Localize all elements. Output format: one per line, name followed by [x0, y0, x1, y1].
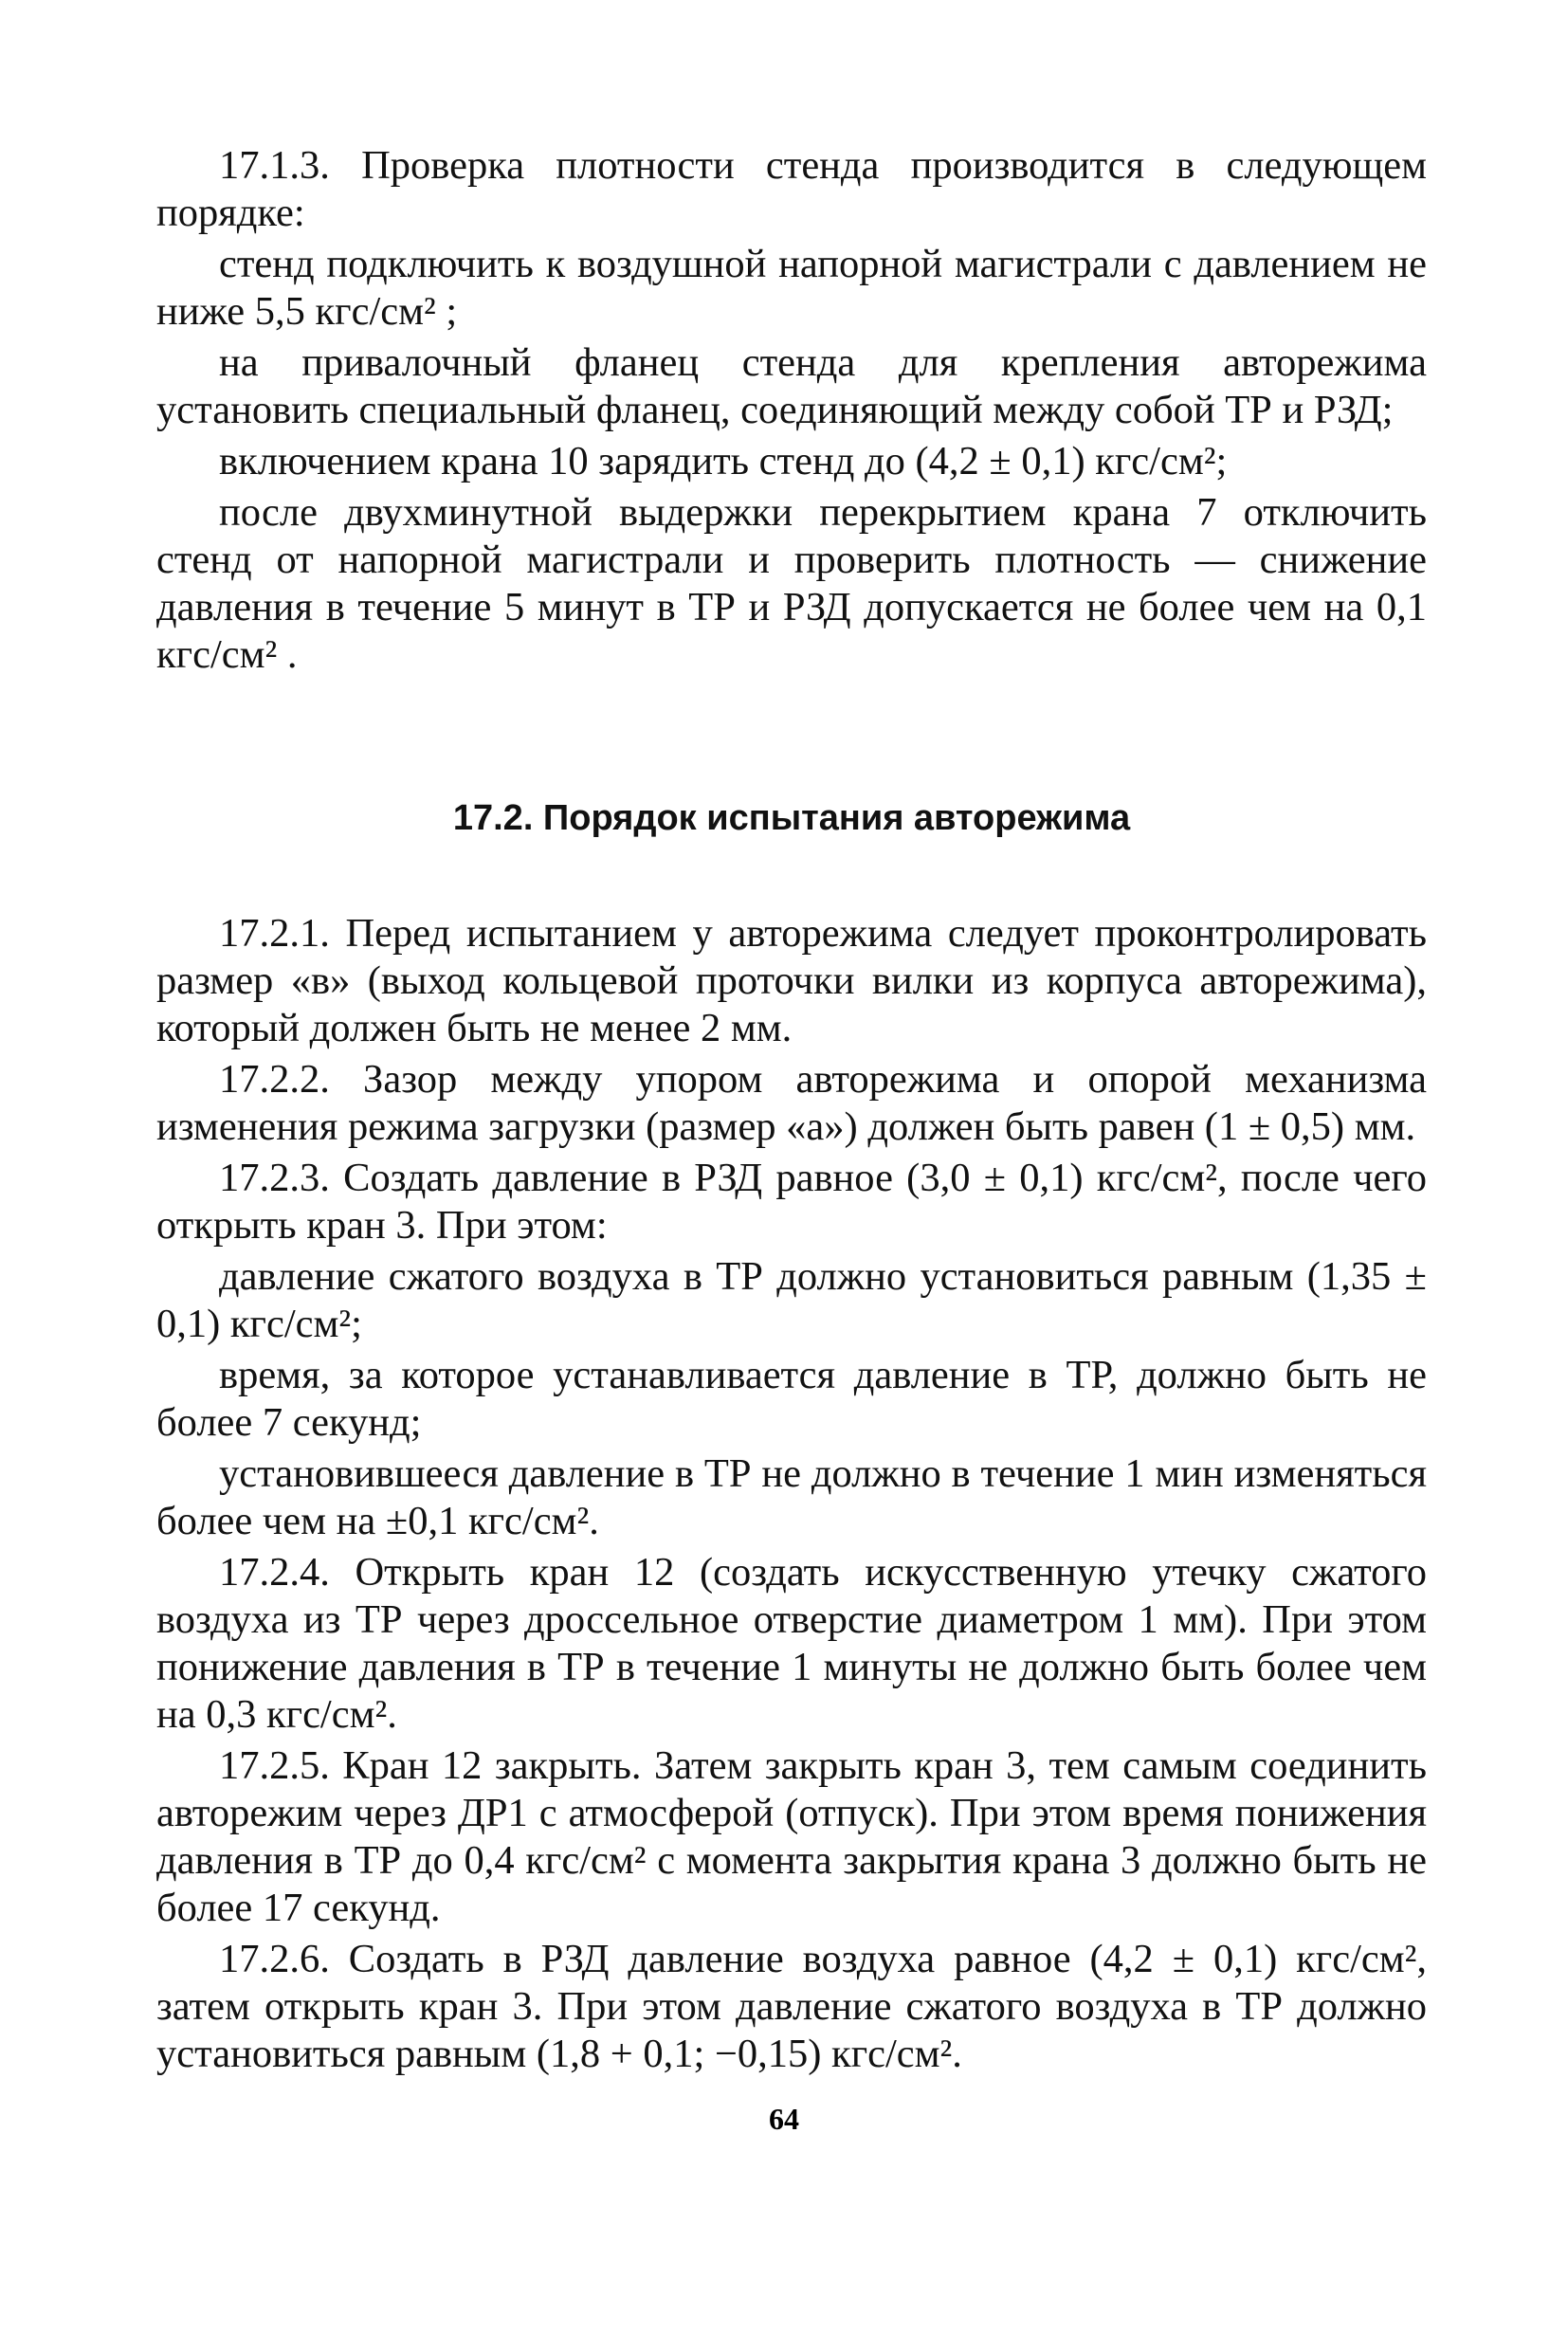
- section-17-1: [156, 142, 1427, 679]
- paragraph: установившееся давление в ТР не должно в течение 1 мин изменяться более чем на ±0,1 кгс/см².: [156, 1451, 1427, 1543]
- paragraph: 17.2.1. Перед испытанием у авторежима следует проконтролировать размер «в» (выход кольцевой проточки вилки из корпуса авторежима), который должен быть не менее 2 мм.: [156, 911, 1427, 1050]
- paragraph: 17.2.6. Создать в РЗД давление воздуха равное (4,2 ± 0,1) кгс/см², затем открыть кран 3. При этом давление сжатого воздуха в ТР должно установиться равным (1,8 + 0,1; −0,15) кгс/см².: [156, 1937, 1427, 2076]
- paragraph: включением крана 10 зарядить стенд до (4,2 ± 0,1) кгс/см²;: [219, 439, 1228, 483]
- paragraph: стенд подключить к воздушной напорной магистрали с давлением не ниже 5,5 кгс/см² ;: [156, 242, 1427, 334]
- section-heading: 17.2. Порядок испытания авторежима: [452, 798, 1131, 838]
- paragraph: время, за которое устанавливается давление в ТР, должно быть не более 7 секунд;: [156, 1353, 1427, 1445]
- paragraph: после двухминутной выдержки перекрытием крана 7 отключить стенд от напорной магистрали и проверить плотность — снижение давления в течение 5 минут в ТР и РЗД допускается не более чем на 0,1 кгс/см² .: [156, 490, 1427, 677]
- paragraph: 17.2.5. Кран 12 закрыть. Затем закрыть кран 3, тем самым соединить авторежим через ДР1 с атмосферой (отпуск). При этом время понижения давления в ТР до 0,4 кгс/см² с момента закрытия крана 3 должно быть не более 17 секунд.: [156, 1743, 1427, 1930]
- section-17-2: [156, 910, 1427, 2078]
- document-page: [156, 142, 1427, 2082]
- paragraph: 17.2.4. Открыть кран 12 (создать искусственную утечку сжатого воздуха из ТР через дроссельное отверстие диаметром 1 мм). При этом понижение давления в ТР в течение 1 минуты не должно быть более чем на 0,3 кгс/см².: [156, 1550, 1427, 1737]
- paragraph: на привалочный фланец стенда для крепления авторежима установить специальный фланец, соединяющий между собой ТР и РЗД;: [156, 340, 1427, 432]
- paragraph: давление сжатого воздуха в ТР должно установиться равным (1,35 ± 0,1) кгс/см²;: [156, 1254, 1427, 1346]
- paragraph: 17.2.3. Создать давление в РЗД равное (3,0 ± 0,1) кгс/см², после чего открыть кран 3. При этом:: [156, 1156, 1427, 1248]
- page-number: 64: [769, 2102, 799, 2136]
- paragraph: 17.2.2. Зазор между упором авторежима и опорой механизма изменения режима загрузки (размер «а») должен быть равен (1 ± 0,5) мм.: [156, 1057, 1427, 1149]
- paragraph: 17.1.3. Проверка плотности стенда производится в следующем порядке:: [156, 143, 1427, 235]
